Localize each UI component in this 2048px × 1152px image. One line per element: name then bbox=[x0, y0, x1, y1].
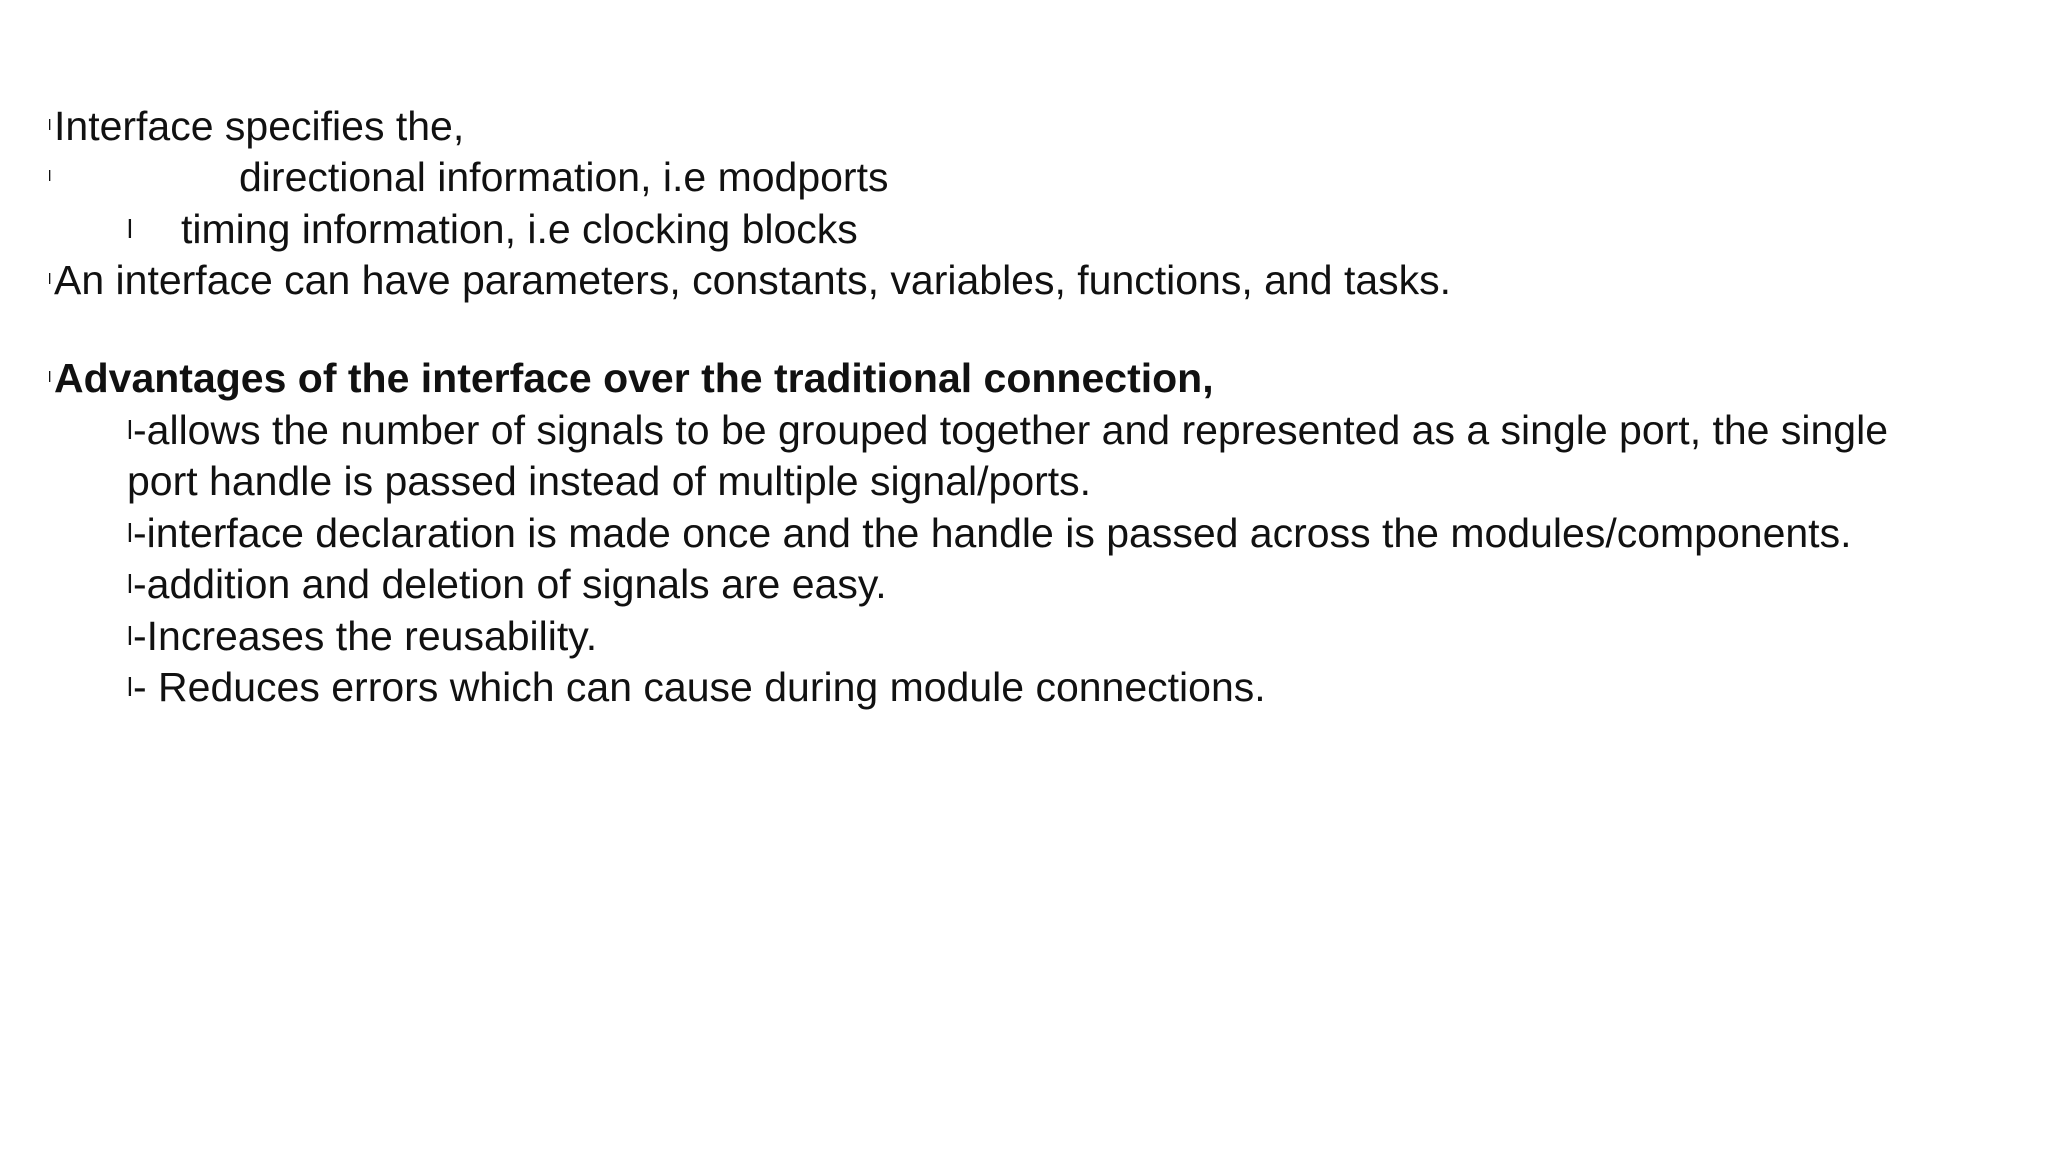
bullet-marker: l bbox=[48, 168, 52, 185]
bullet-marker: l bbox=[127, 621, 133, 651]
bullet-marker: l bbox=[127, 214, 133, 244]
bullet-marker: l bbox=[48, 271, 52, 288]
advantage-item: -Increases the reusability. bbox=[133, 613, 598, 659]
advantage-item: -allows the number of signals to be grouped together and represented as a single port, the single bbox=[133, 407, 1888, 453]
advantage-item: -interface declaration is made once and the handle is passed across the modules/components. bbox=[133, 510, 1852, 556]
advantages-heading: Advantages of the interface over the traditional connection, bbox=[54, 355, 1214, 401]
timing-info-text: timing information, i.e clocking blocks bbox=[181, 206, 858, 252]
interface-members-text: An interface can have parameters, constants, variables, functions, and tasks. bbox=[54, 257, 1452, 303]
bullet-marker: l bbox=[48, 117, 52, 134]
bullet-marker: l bbox=[127, 569, 133, 599]
directional-info-text: directional information, i.e modports bbox=[239, 154, 889, 200]
advantage-item: - Reduces errors which can cause during module connections. bbox=[133, 664, 1266, 710]
advantage-item: -addition and deletion of signals are easy. bbox=[133, 561, 887, 607]
bullet-marker: l bbox=[127, 415, 133, 445]
advantage-item-continuation: port handle is passed instead of multiple signal/ports. bbox=[127, 458, 1092, 504]
interface-intro-text: Interface specifies the, bbox=[54, 103, 465, 149]
bullet-marker: l bbox=[127, 518, 133, 548]
bullet-marker: l bbox=[48, 369, 52, 386]
bullet-marker: l bbox=[127, 672, 133, 702]
